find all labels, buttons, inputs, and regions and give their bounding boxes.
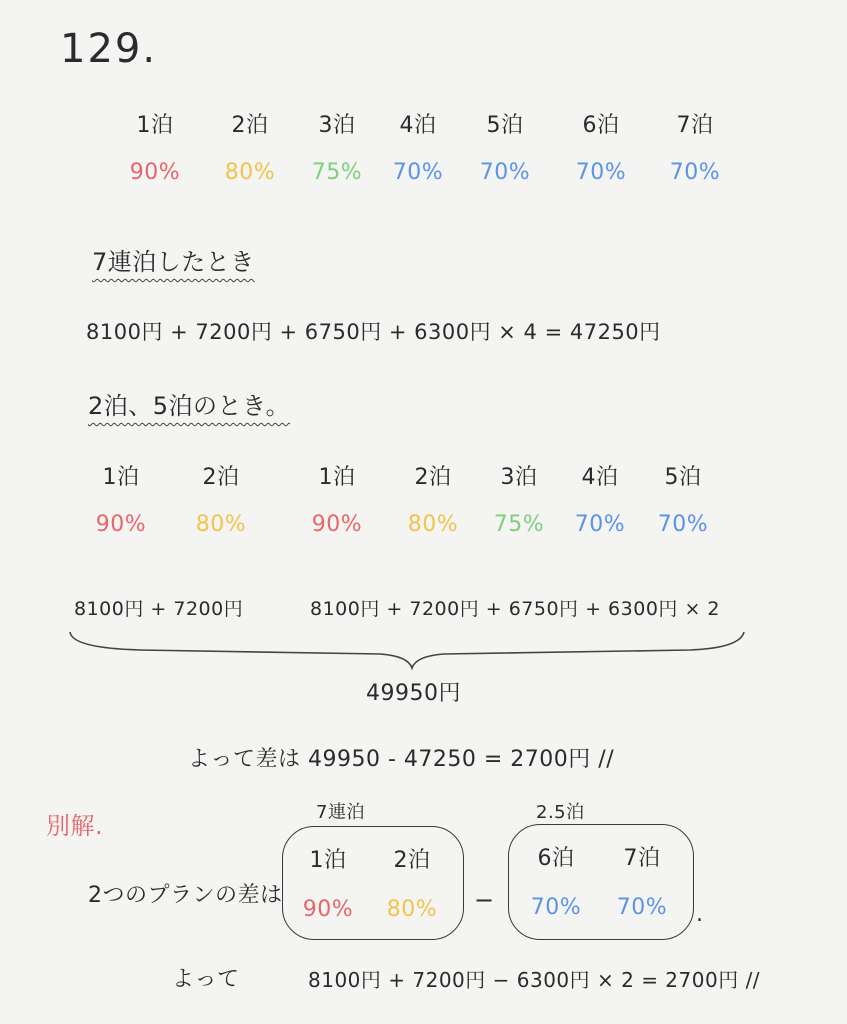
- night-label: 2泊: [231, 113, 269, 138]
- night-label: 6泊: [537, 846, 575, 871]
- sum-2-5-nights: 49950円: [366, 681, 461, 706]
- formula-7-nights: 8100円 + 7200円 + 6750円 + 6300円 × 4 = 47250円: [86, 320, 661, 344]
- rate-value: 90%: [311, 512, 363, 537]
- night-label: 1泊: [309, 848, 347, 873]
- minus-sign: −: [474, 886, 495, 914]
- rate-value: 75%: [311, 160, 363, 185]
- night-label: 7泊: [676, 113, 714, 138]
- night-label: 5泊: [664, 465, 702, 490]
- group2-box: [508, 824, 694, 940]
- night-label: 1泊: [136, 113, 174, 138]
- rate-value: 90%: [129, 160, 181, 185]
- rate-value: 80%: [407, 512, 459, 537]
- night-label: 3泊: [318, 113, 356, 138]
- night-label: 4泊: [399, 113, 437, 138]
- rate-value: 70%: [616, 895, 668, 920]
- rate-value: 70%: [530, 895, 582, 920]
- problem-number: 129.: [60, 26, 158, 72]
- rate-value: 75%: [493, 512, 545, 537]
- rate-value: 80%: [195, 512, 247, 537]
- conclusion-difference: よって差は 49950 - 47250 = 2700円 //: [188, 747, 615, 772]
- night-label: 2泊: [202, 465, 240, 490]
- group1-box: [282, 826, 464, 940]
- night-label: 6泊: [582, 113, 620, 138]
- rate-value: 80%: [386, 897, 438, 922]
- night-label: 5泊: [486, 113, 524, 138]
- final-formula: 8100円 + 7200円 − 6300円 × 2 = 2700円 //: [308, 968, 761, 992]
- night-label: 3泊: [500, 465, 538, 490]
- rate-value: 90%: [95, 512, 147, 537]
- rate-value: 70%: [669, 160, 721, 185]
- night-label: 1泊: [318, 465, 356, 490]
- rate-value: 80%: [224, 160, 276, 185]
- final-prefix: よって: [172, 967, 240, 992]
- section-heading-2-5-nights: 2泊、5泊のとき。: [88, 392, 291, 420]
- group1-label: 7連泊: [316, 802, 365, 823]
- night-label: 4泊: [581, 465, 619, 490]
- night-label: 2泊: [393, 848, 431, 873]
- rate-value: 70%: [575, 160, 627, 185]
- alt-solution-label: 別解.: [46, 812, 104, 840]
- rate-value: 70%: [392, 160, 444, 185]
- alt-description: 2つのプランの差は: [88, 883, 283, 908]
- section-heading-7-nights: 7連泊したとき: [92, 248, 255, 276]
- rate-value: 70%: [479, 160, 531, 185]
- formula-2-nights: 8100円 + 7200円: [74, 598, 244, 620]
- period: .: [696, 902, 704, 927]
- rate-value: 70%: [574, 512, 626, 537]
- formula-5-nights: 8100円 + 7200円 + 6750円 + 6300円 × 2: [310, 598, 720, 620]
- group2-label: 2.5泊: [536, 802, 585, 823]
- rate-value: 70%: [657, 512, 709, 537]
- night-label: 2泊: [414, 465, 452, 490]
- night-label: 1泊: [102, 465, 140, 490]
- night-label: 7泊: [623, 846, 661, 871]
- rate-value: 90%: [302, 897, 354, 922]
